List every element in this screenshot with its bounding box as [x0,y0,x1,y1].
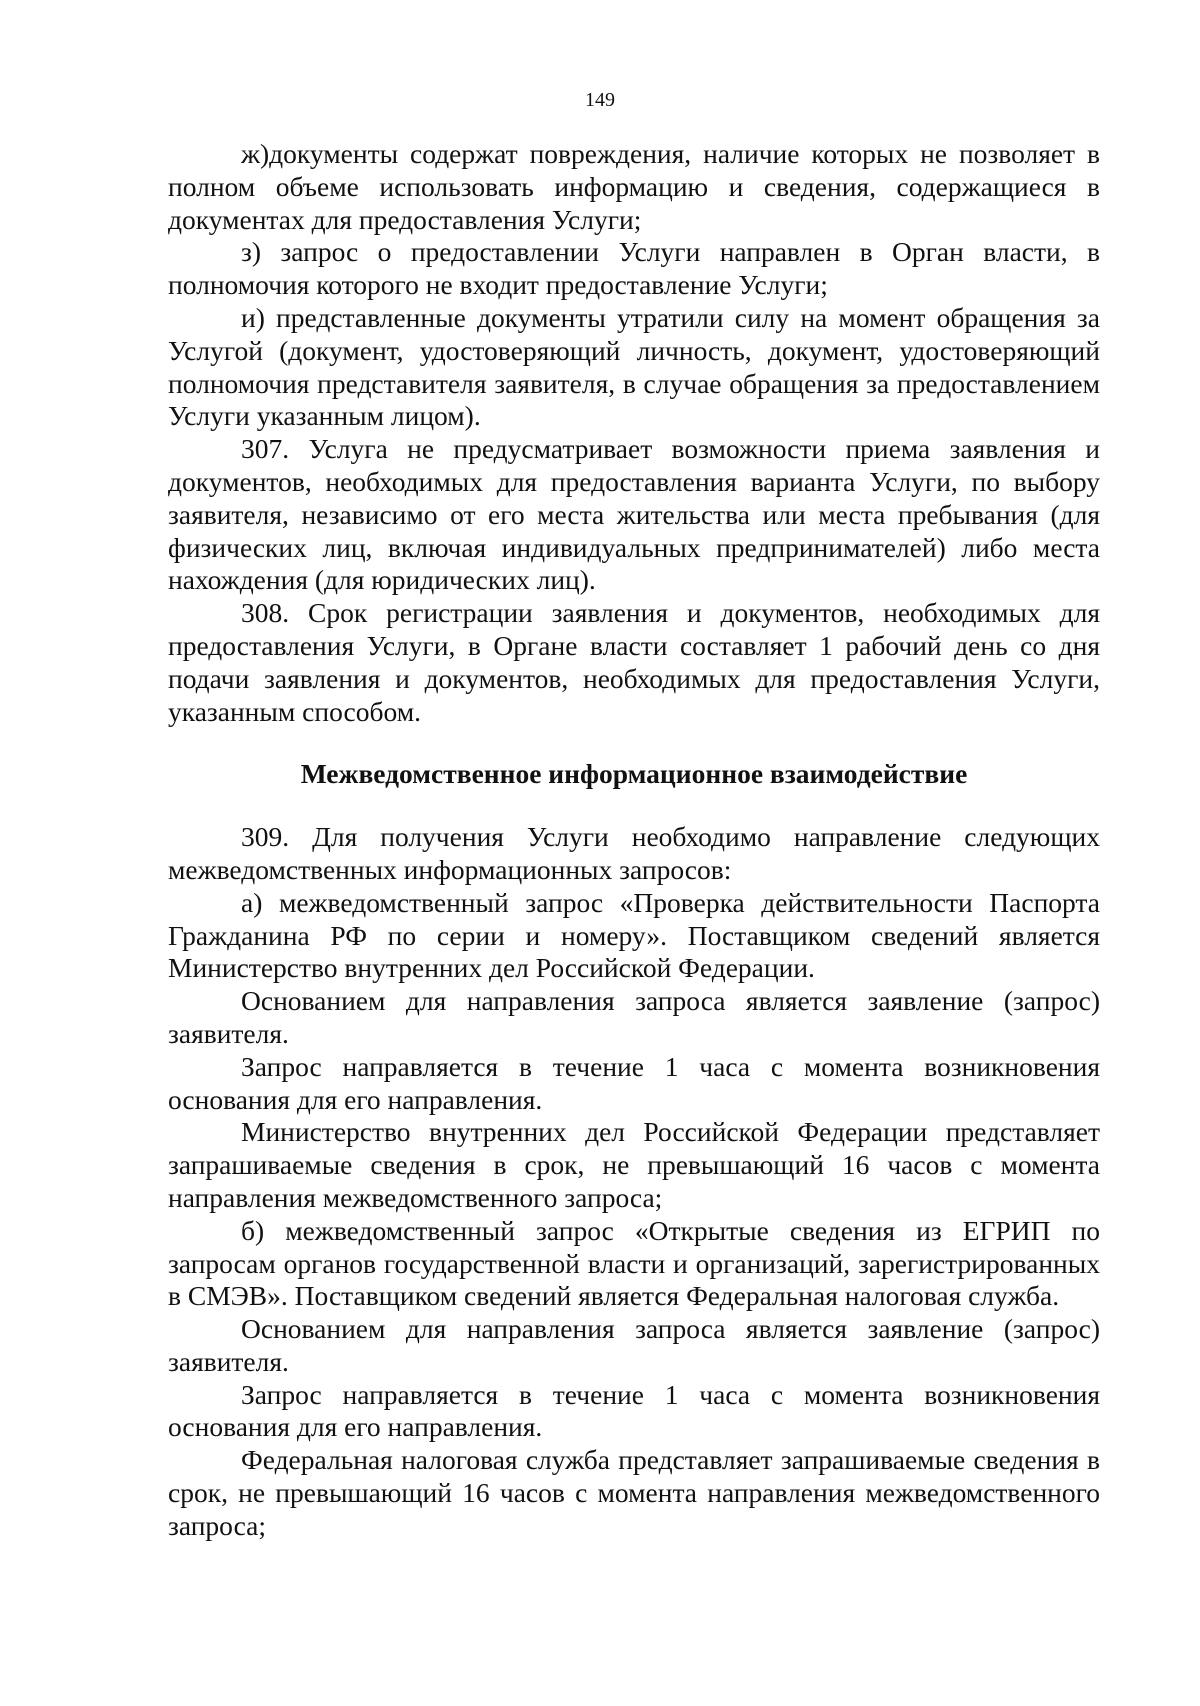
paragraph-timing-b: Запрос направляется в течение 1 часа с момента возникновения основания для его направления. [168,1378,1100,1443]
paragraph-response-b: Федеральная налоговая служба представляет запрашиваемые сведения в срок, не превышающий 16 часов с момента направления межведомственного запроса; [168,1444,1100,1541]
paragraph-timing-a: Запрос направляется в течение 1 часа с момента возникновения основания для его направления. [168,1050,1100,1115]
paragraph-basis-b: Основанием для направления запроса является заявление (запрос) заявителя. [168,1313,1100,1377]
document-body [168,138,1100,1543]
paragraph-item-z: з) запрос о предоставлении Услуги направлен в Орган власти, в полномочия которого не входит предоставление Услуги; [168,236,1100,301]
paragraph-309: 309. Для получения Услуги необходимо направление следующих межведомственных информационных запросов: [168,821,1100,885]
paragraph-307: 307. Услуга не предусматривает возможности приема заявления и документов, необходимых для предоставления варианта Услуги, по выбору заявителя, независимо от его места жительства или места пребывания (для физических лиц, включая индивидуальных предпринимателей) либо места нахождения (для юридических лиц). [168,433,1100,596]
section-heading: Межведомственное информационное взаимодействие [300,758,968,790]
paragraph-item-a: а) межведомственный запрос «Проверка действительности Паспорта Гражданина РФ по серии и номеру». Поставщиком сведений является Министерство внутренних дел Российской Федерации. [168,886,1100,984]
paragraph-item-i: и) представленные документы утратили силу на момент обращения за Услугой (документ, удостоверяющий личность, документ, удостоверяющий полномочия представителя заявителя, в случае обращения за предоставлением Услуги указанным лицом). [168,301,1100,432]
page-number: 149 [585,89,615,111]
paragraph-basis-a: Основанием для направления запроса является заявление (запрос) заявителя. [168,985,1100,1049]
paragraph-308: 308. Срок регистрации заявления и документов, необходимых для предоставления Услуги, в Органе власти составляет 1 рабочий день со дня подачи заявления и документов, необходимых для предоставления Услуги, указанным способом. [168,597,1100,727]
paragraph-item-b: б) межведомственный запрос «Открытые сведения из ЕГРИП по запросам органов государственной власти и организаций, зарегистрированных в СМЭВ». Поставщиком сведений является Федеральная налоговая служба. [168,1214,1100,1312]
paragraph-response-a: Министерство внутренних дел Российской Федерации представляет запрашиваемые сведения в срок, не превышающий 16 часов с момента направления межведомственного запроса; [168,1116,1100,1213]
paragraph-item-zh: ж)документы содержат повреждения, наличие которых не позволяет в полном объеме использовать информацию и сведения, содержащиеся в документах для предоставления Услуги; [168,138,1100,235]
